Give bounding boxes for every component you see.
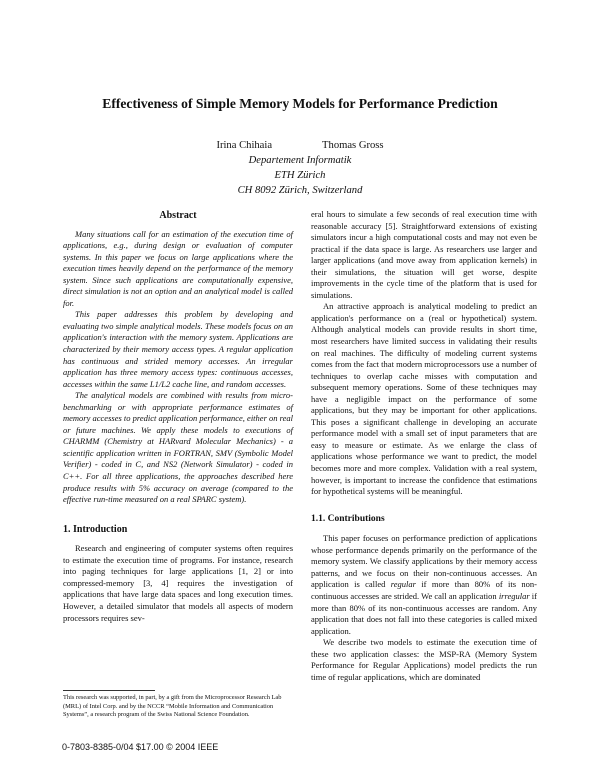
abstract-paragraph: Many situations call for an estimation of the execution time of applications, e.g., during design or evaluation of computer systems. In this paper we focus on large applications where the execution times heavily depend on the performance of the memory system. Since such applications are computationally expensive, direct simulation is not an option and an analytical model is called for. — [63, 228, 293, 308]
author-location: CH 8092 Zürich, Switzerland — [237, 185, 363, 196]
paper-title: Effectiveness of Simple Memory Models for Performance Prediction — [102, 96, 498, 111]
author-institution: ETH Zürich — [274, 170, 326, 181]
section-heading-introduction: 1. Introduction — [63, 523, 128, 535]
abstract-paragraph: The analytical models are combined with results from micro-benchmarking or with appropriate performance estimates of memory accesses to predict application performance, either on real or future machines. We apply these models to executions of CHARMM (Chemistry at HARvard Molecular Mechanics) - a scientific application written in FORTRAN, SMV (Symbolic Model Verifier) - coded in C, and NS2 (Network Simulator) - coded in C++. For all three applications, the approaches described here produce results with 5% accuracy on average (compared to the effective run-time measured on a real SPARC system). — [63, 390, 293, 505]
author-department: Departement Informatik — [248, 155, 352, 166]
left-column — [63, 210, 293, 624]
author-names — [0, 138, 600, 153]
term-irregular: irregular — [498, 590, 530, 601]
contributions-text: This paper focuses on performance prediction of applications whose performance depends primarily on the performance of the memory system. We classify applications by their memory access patterns, and we focus on their non-continuous accesses. An application is called — [311, 533, 537, 590]
abstract-heading: Abstract — [159, 210, 197, 221]
section-heading-contributions: 1.1. Contributions — [311, 513, 385, 524]
footnote-divider — [63, 690, 155, 691]
term-regular: regular — [390, 579, 416, 590]
contributions-paragraph — [311, 533, 537, 637]
contributions-paragraph: We describe two models to estimate the execution time of these two application classes: the MSP-RA (Memory System Performance for Regular Applications) model predicts the run time of regular applications, which are dominated — [311, 637, 537, 682]
body-paragraph: An attractive approach is analytical modeling to predict an application's performance on a (real or hypothetical) system. Although analytical models can provide results in short time, most researchers have limited success in validating their results on real machines. The difficulty of modeling current systems comes from the fact that modern microprocessors use a number of techniques to overlap cache misses with computation and subsequent memory operations. Some of these techniques may have a negligible impact on the performance of some applications, but they may be important for other applications. This poses a significant challenge in developing an accurate performance model with a small set of input parameters that are easy to measure or estimate. As we enlarge the class of applications whose performance we want to predict, the model becomes more and more complex. Validation with a real system, however, is important to increase the confidence that estimations for hypothetical systems will be meaningful. — [311, 301, 537, 497]
contributions-text: if more than 80% of its non-continuous accesses are random. Any application that does not fall into these categories is called mixed application. — [311, 590, 537, 636]
author-name: Thomas Gross — [322, 140, 384, 151]
body-paragraph: eral hours to simulate a few seconds of real execution time with reasonable accuracy [5]. Straightforward extensions of existing simulators incur a high computational costs and may not even be practical if the data space is large. As researchers use larger and larger applications (and move away from application kernels) in their simulations, the situation will get worse, despite improvements in the cycle time of the platform that is used for simulations. — [311, 209, 537, 300]
right-column — [311, 209, 537, 683]
footnote: This research was supported, in part, by a gift from the Microprocessor Research Lab (MRL) of Intel Corp. and by the NCCR “Mobile Information and Communication Systems”, a research program of the Swiss National Science Foundation. — [63, 694, 282, 719]
introduction-paragraph: Research and engineering of computer systems often requires to estimate the execution time of programs. For instance, research into paging techniques for large applications [1, 2] or into compressed-memory [3, 4] requires the investigation of applications that have large data spaces and long execution times. However, a detailed simulator that models all aspects of modern processors requires sev- — [63, 543, 293, 623]
author-block — [0, 138, 600, 198]
author-name: Irina Chihaia — [216, 140, 273, 151]
abstract-paragraph: This paper addresses this problem by developing and evaluating two simple analytical models. These models focus on an application's interaction with the memory system. Applications are characterized by their memory access types. A regular application has continuous and strided memory accesses. An irregular application has three memory access types: continuous accesses, accesses within the same L1/L2 cache line, and random accesses. — [63, 309, 293, 389]
copyright-footer: 0-7803-8385-0/04 $17.00 © 2004 IEEE — [62, 742, 219, 752]
abstract — [63, 210, 293, 506]
contributions-text: if more than 80% of its non-continuous accesses are strided. We call an application — [311, 579, 537, 601]
